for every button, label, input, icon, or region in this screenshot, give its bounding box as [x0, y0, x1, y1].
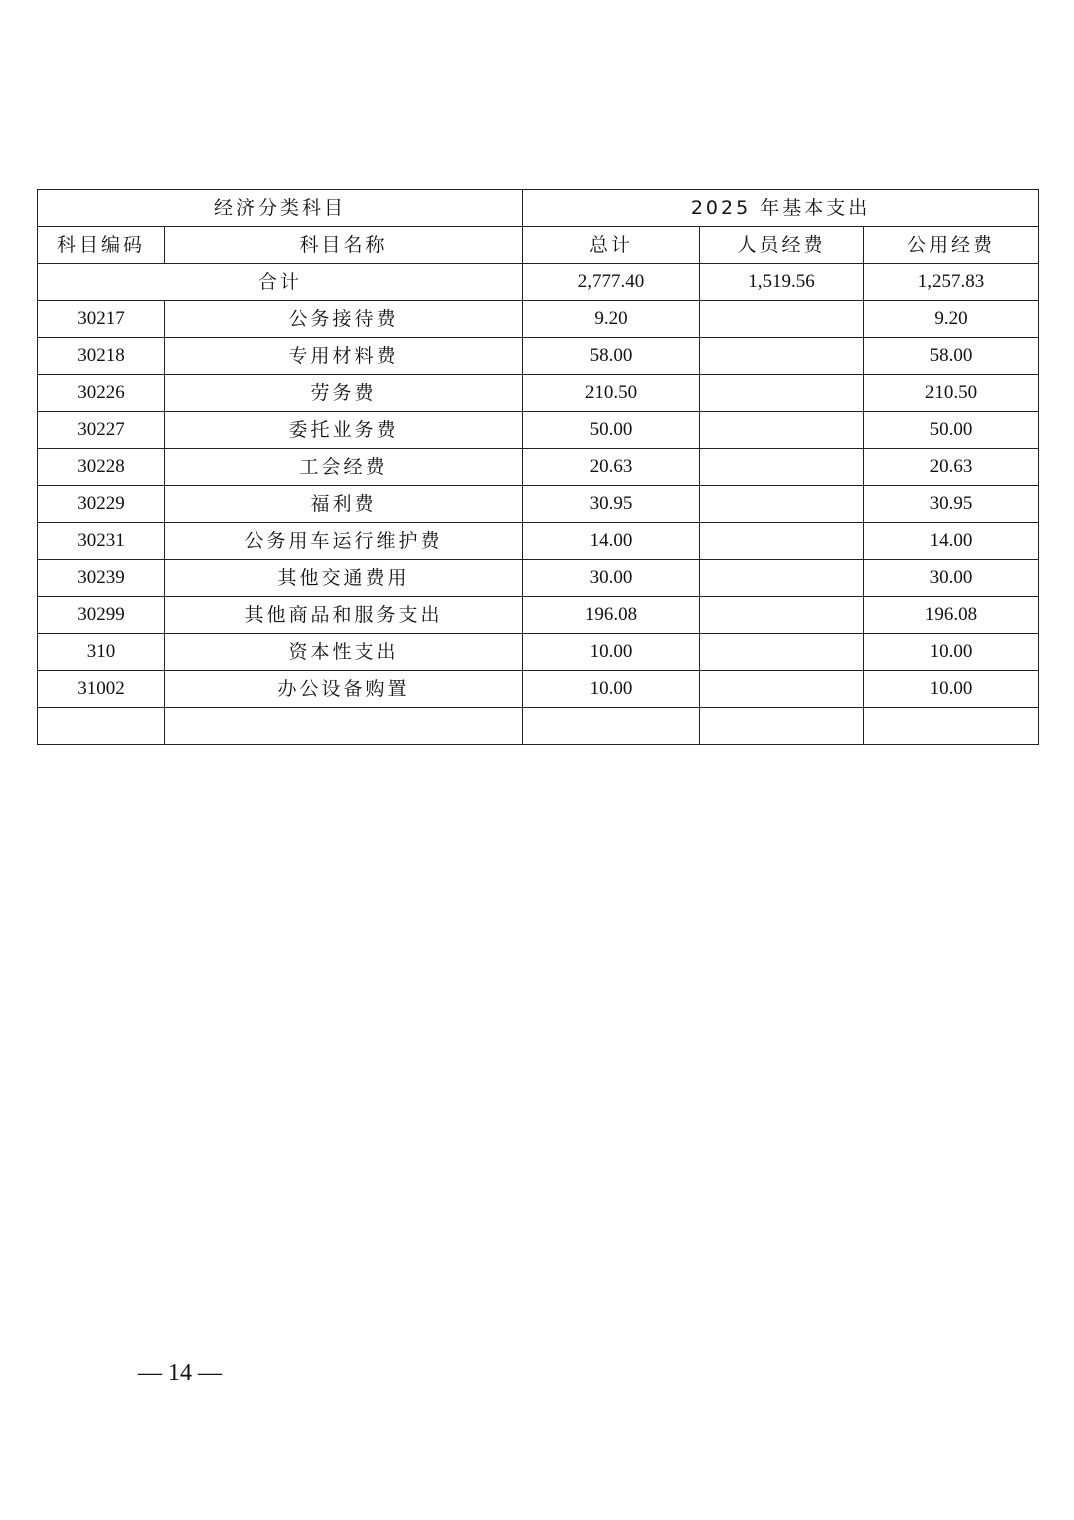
header-column-row [38, 227, 1039, 264]
row-staff [700, 338, 864, 375]
header-group-row [38, 190, 1039, 227]
row-code: 30229 [38, 486, 165, 523]
row-name: 工会经费 [165, 449, 523, 486]
row-public: 9.20 [864, 301, 1039, 338]
summary-label: 合计 [38, 264, 523, 301]
row-staff [700, 486, 864, 523]
row-code: 30226 [38, 375, 165, 412]
row-public: 10.00 [864, 671, 1039, 708]
row-public [864, 708, 1039, 745]
header-name: 科目名称 [165, 227, 523, 264]
row-total: 20.63 [523, 449, 700, 486]
row-total [523, 708, 700, 745]
row-code: 30218 [38, 338, 165, 375]
row-staff [700, 449, 864, 486]
row-public: 30.00 [864, 560, 1039, 597]
row-staff [700, 671, 864, 708]
row-name: 其他交通费用 [165, 560, 523, 597]
row-code: 31002 [38, 671, 165, 708]
table-row [38, 523, 1039, 560]
row-name [165, 708, 523, 745]
row-total: 30.00 [523, 560, 700, 597]
row-name: 公务用车运行维护费 [165, 523, 523, 560]
row-total: 14.00 [523, 523, 700, 560]
header-staff: 人员经费 [700, 227, 864, 264]
header-economic-category: 经济分类科目 [38, 190, 523, 227]
table-row [38, 338, 1039, 375]
row-code [38, 708, 165, 745]
row-total: 30.95 [523, 486, 700, 523]
row-public: 20.63 [864, 449, 1039, 486]
row-code: 30239 [38, 560, 165, 597]
table-row [38, 671, 1039, 708]
row-staff [700, 560, 864, 597]
row-code: 30299 [38, 597, 165, 634]
table-row [38, 375, 1039, 412]
row-staff [700, 597, 864, 634]
row-staff [700, 375, 864, 412]
table-row [38, 449, 1039, 486]
row-code: 30217 [38, 301, 165, 338]
row-code: 310 [38, 634, 165, 671]
row-total: 196.08 [523, 597, 700, 634]
row-total: 58.00 [523, 338, 700, 375]
row-name: 专用材料费 [165, 338, 523, 375]
row-staff [700, 523, 864, 560]
row-public: 210.50 [864, 375, 1039, 412]
row-name: 福利费 [165, 486, 523, 523]
header-basic-expenditure: 2025 年基本支出 [523, 190, 1039, 227]
summary-staff: 1,519.56 [700, 264, 864, 301]
table-row [38, 634, 1039, 671]
row-total: 9.20 [523, 301, 700, 338]
row-public: 14.00 [864, 523, 1039, 560]
expenditure-table [37, 189, 1039, 745]
row-total: 210.50 [523, 375, 700, 412]
header-total: 总计 [523, 227, 700, 264]
summary-total: 2,777.40 [523, 264, 700, 301]
row-staff [700, 634, 864, 671]
table-row [38, 486, 1039, 523]
table-row [38, 560, 1039, 597]
row-name: 其他商品和服务支出 [165, 597, 523, 634]
table-row [38, 597, 1039, 634]
row-public: 58.00 [864, 338, 1039, 375]
row-public: 50.00 [864, 412, 1039, 449]
row-total: 10.00 [523, 671, 700, 708]
row-name: 公务接待费 [165, 301, 523, 338]
summary-public: 1,257.83 [864, 264, 1039, 301]
row-staff [700, 708, 864, 745]
summary-row [38, 264, 1039, 301]
row-public: 196.08 [864, 597, 1039, 634]
row-code: 30228 [38, 449, 165, 486]
row-name: 资本性支出 [165, 634, 523, 671]
row-code: 30227 [38, 412, 165, 449]
header-public: 公用经费 [864, 227, 1039, 264]
row-public: 30.95 [864, 486, 1039, 523]
row-public: 10.00 [864, 634, 1039, 671]
row-staff [700, 412, 864, 449]
row-name: 委托业务费 [165, 412, 523, 449]
row-total: 50.00 [523, 412, 700, 449]
row-staff [700, 301, 864, 338]
row-total: 10.00 [523, 634, 700, 671]
header-code: 科目编码 [38, 227, 165, 264]
table-row [38, 708, 1039, 745]
row-name: 办公设备购置 [165, 671, 523, 708]
table-row [38, 412, 1039, 449]
page-number: — 14 — [138, 1360, 222, 1386]
row-code: 30231 [38, 523, 165, 560]
table-row [38, 301, 1039, 338]
row-name: 劳务费 [165, 375, 523, 412]
